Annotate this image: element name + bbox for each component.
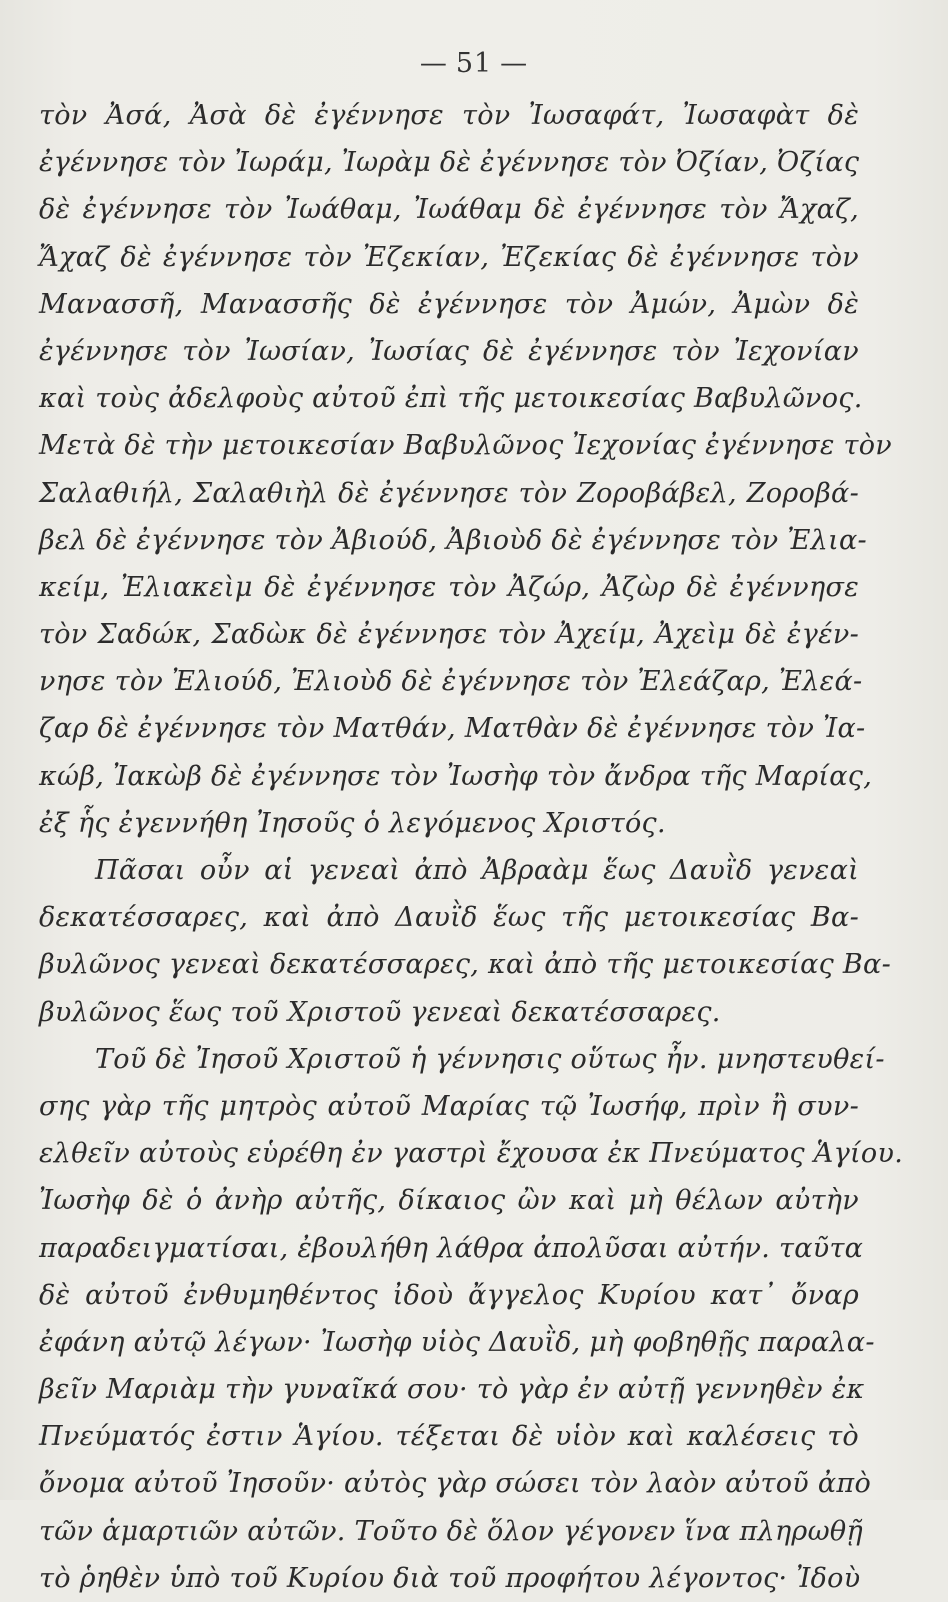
text-line: νησε τὸν Ἐλιούδ, Ἐλιοὺδ δὲ ἐγέννησε τὸν Ἐλεάζαρ, Ἐλεά- <box>39 666 863 698</box>
text-line: τῶν ἁμαρτιῶν αὐτῶν. Τοῦτο δὲ ὅλον γέγονεν ἵνα πληρωθῇ <box>39 1515 863 1547</box>
text-line: ἐγέννησε τὸν Ἰωράμ, Ἰωρὰμ δὲ ἐγέννησε τὸν Ὀζίαν, Ὀζίας <box>39 147 860 179</box>
text-line: ζαρ δὲ ἐγέννησε τὸν Ματθάν, Ματθὰν δὲ ἐγέννησε τὸν Ἰα- <box>39 713 866 745</box>
page-header <box>0 48 948 79</box>
text-line: ἐφάνη αὐτῷ λέγων· Ἰωσὴφ υἱὸς Δαυῒδ, μὴ φοβηθῇς παραλα- <box>39 1326 875 1358</box>
text-line: σης γὰρ τῆς μητρὸς αὐτοῦ Μαρίας τῷ Ἰωσήφ, πρὶν ἢ συν- <box>39 1090 859 1122</box>
text-line: καὶ τοὺς ἀδελφοὺς αὐτοῦ ἐπὶ τῆς μετοικεσίας Βαβυλῶνος. <box>39 383 863 415</box>
text-line: δὲ ἐγέννησε τὸν Ἰωάθαμ, Ἰωάθαμ δὲ ἐγέννησε τὸν Ἄχαζ, <box>39 194 859 226</box>
text-line: Πᾶσαι οὖν αἱ γενεαὶ ἀπὸ Ἀβραὰμ ἕως Δαυῒδ γενεαὶ <box>95 855 859 886</box>
page-number: 51 <box>455 48 493 79</box>
text-line: βυλῶνος ἕως τοῦ Χριστοῦ γενεαὶ δεκατέσσαρες. <box>39 996 721 1028</box>
text-line: βυλῶνος γενεαὶ δεκατέσσαρες, καὶ ἀπὸ τῆς μετοικεσίας Βα- <box>39 949 892 981</box>
text-line: βεῖν Μαριὰμ τὴν γυναῖκά σου· τὸ γὰρ ἐν αὐτῇ γεννηθὲν ἐκ <box>39 1374 865 1406</box>
text-line: ἐγέννησε τὸν Ἰωσίαν, Ἰωσίας δὲ ἐγέννησε τὸν Ἰεχονίαν <box>39 335 859 367</box>
body-text <box>39 92 904 1602</box>
text-line: κείμ, Ἐλιακεὶμ δὲ ἐγέννησε τὸν Ἀζώρ, Ἀζὼρ δὲ ἐγέννησε <box>39 571 859 603</box>
header-dash-right: — <box>500 48 529 79</box>
text-line: Ἄχαζ δὲ ἐγέννησε τὸν Ἐζεκίαν, Ἐζεκίας δὲ ἐγέννησε τὸν <box>39 241 859 273</box>
text-line: Σαλαθιήλ, Σαλαθιὴλ δὲ ἐγέννησε τὸν Ζοροβάβελ, Ζοροβά- <box>39 477 859 509</box>
text-line: δὲ αὐτοῦ ἐνθυμηθέντος ἰδοὺ ἄγγελος Κυρίου κατ᾽ ὄναρ <box>39 1279 859 1311</box>
text-line: παραδειγματίσαι, ἐβουλήθη λάθρα ἀπολῦσαι αὐτήν. ταῦτα <box>39 1232 864 1264</box>
header-dash-left: — <box>419 48 448 79</box>
text-line: τὸ ῥηθὲν ὑπὸ τοῦ Κυρίου διὰ τοῦ προφήτου λέγοντος· Ἰδοὺ <box>39 1562 861 1594</box>
text-line: Τοῦ δὲ Ἰησοῦ Χριστοῦ ἡ γέννησις οὕτως ἦν. μνηστευθεί- <box>95 1043 885 1075</box>
text-line: βελ δὲ ἐγέννησε τὸν Ἀβιούδ, Ἀβιοὺδ δὲ ἐγέννησε τὸν Ἐλια- <box>39 524 867 556</box>
text-line: τὸν Ἀσά, Ἀσὰ δὲ ἐγέννησε τὸν Ἰωσαφάτ, Ἰωσαφὰτ δὲ <box>39 100 859 131</box>
text-line: Ἰωσὴφ δὲ ὁ ἀνὴρ αὐτῆς, δίκαιος ὢν καὶ μὴ θέλων αὐτὴν <box>39 1185 859 1217</box>
text-line: ἐξ ἧς ἐγεννήθη Ἰησοῦς ὁ λεγόμενος Χριστός. <box>39 807 666 839</box>
text-line: ὄνομα αὐτοῦ Ἰησοῦν· αὐτὸς γὰρ σώσει τὸν λαὸν αὐτοῦ ἀπὸ <box>39 1468 872 1500</box>
text-line: Μετὰ δὲ τὴν μετοικεσίαν Βαβυλῶνος Ἰεχονίας ἐγέννησε τὸν <box>39 430 893 462</box>
text-line: ελθεῖν αὐτοὺς εὑρέθη ἐν γαστρὶ ἔχουσα ἐκ Πνεύματος Ἁγίου. <box>39 1138 904 1170</box>
text-line: Πνεύματός ἐστιν Ἁγίου. τέξεται δὲ υἱὸν καὶ καλέσεις τὸ <box>39 1421 859 1453</box>
text-line: δεκατέσσαρες, καὶ ἀπὸ Δαυῒδ ἕως τῆς μετοικεσίας Βα- <box>39 902 859 934</box>
text-line: κώβ, Ἰακὼβ δὲ ἐγέννησε τὸν Ἰωσὴφ τὸν ἄνδρα τῆς Μαρίας, <box>39 760 873 792</box>
text-line: Μανασσῆ, Μανασσῆς δὲ ἐγέννησε τὸν Ἀμών, Ἀμὼν δὲ <box>39 288 859 320</box>
text-line: τὸν Σαδώκ, Σαδὼκ δὲ ἐγέννησε τὸν Ἀχείμ, Ἀχεὶμ δὲ ἐγέν- <box>39 619 859 651</box>
